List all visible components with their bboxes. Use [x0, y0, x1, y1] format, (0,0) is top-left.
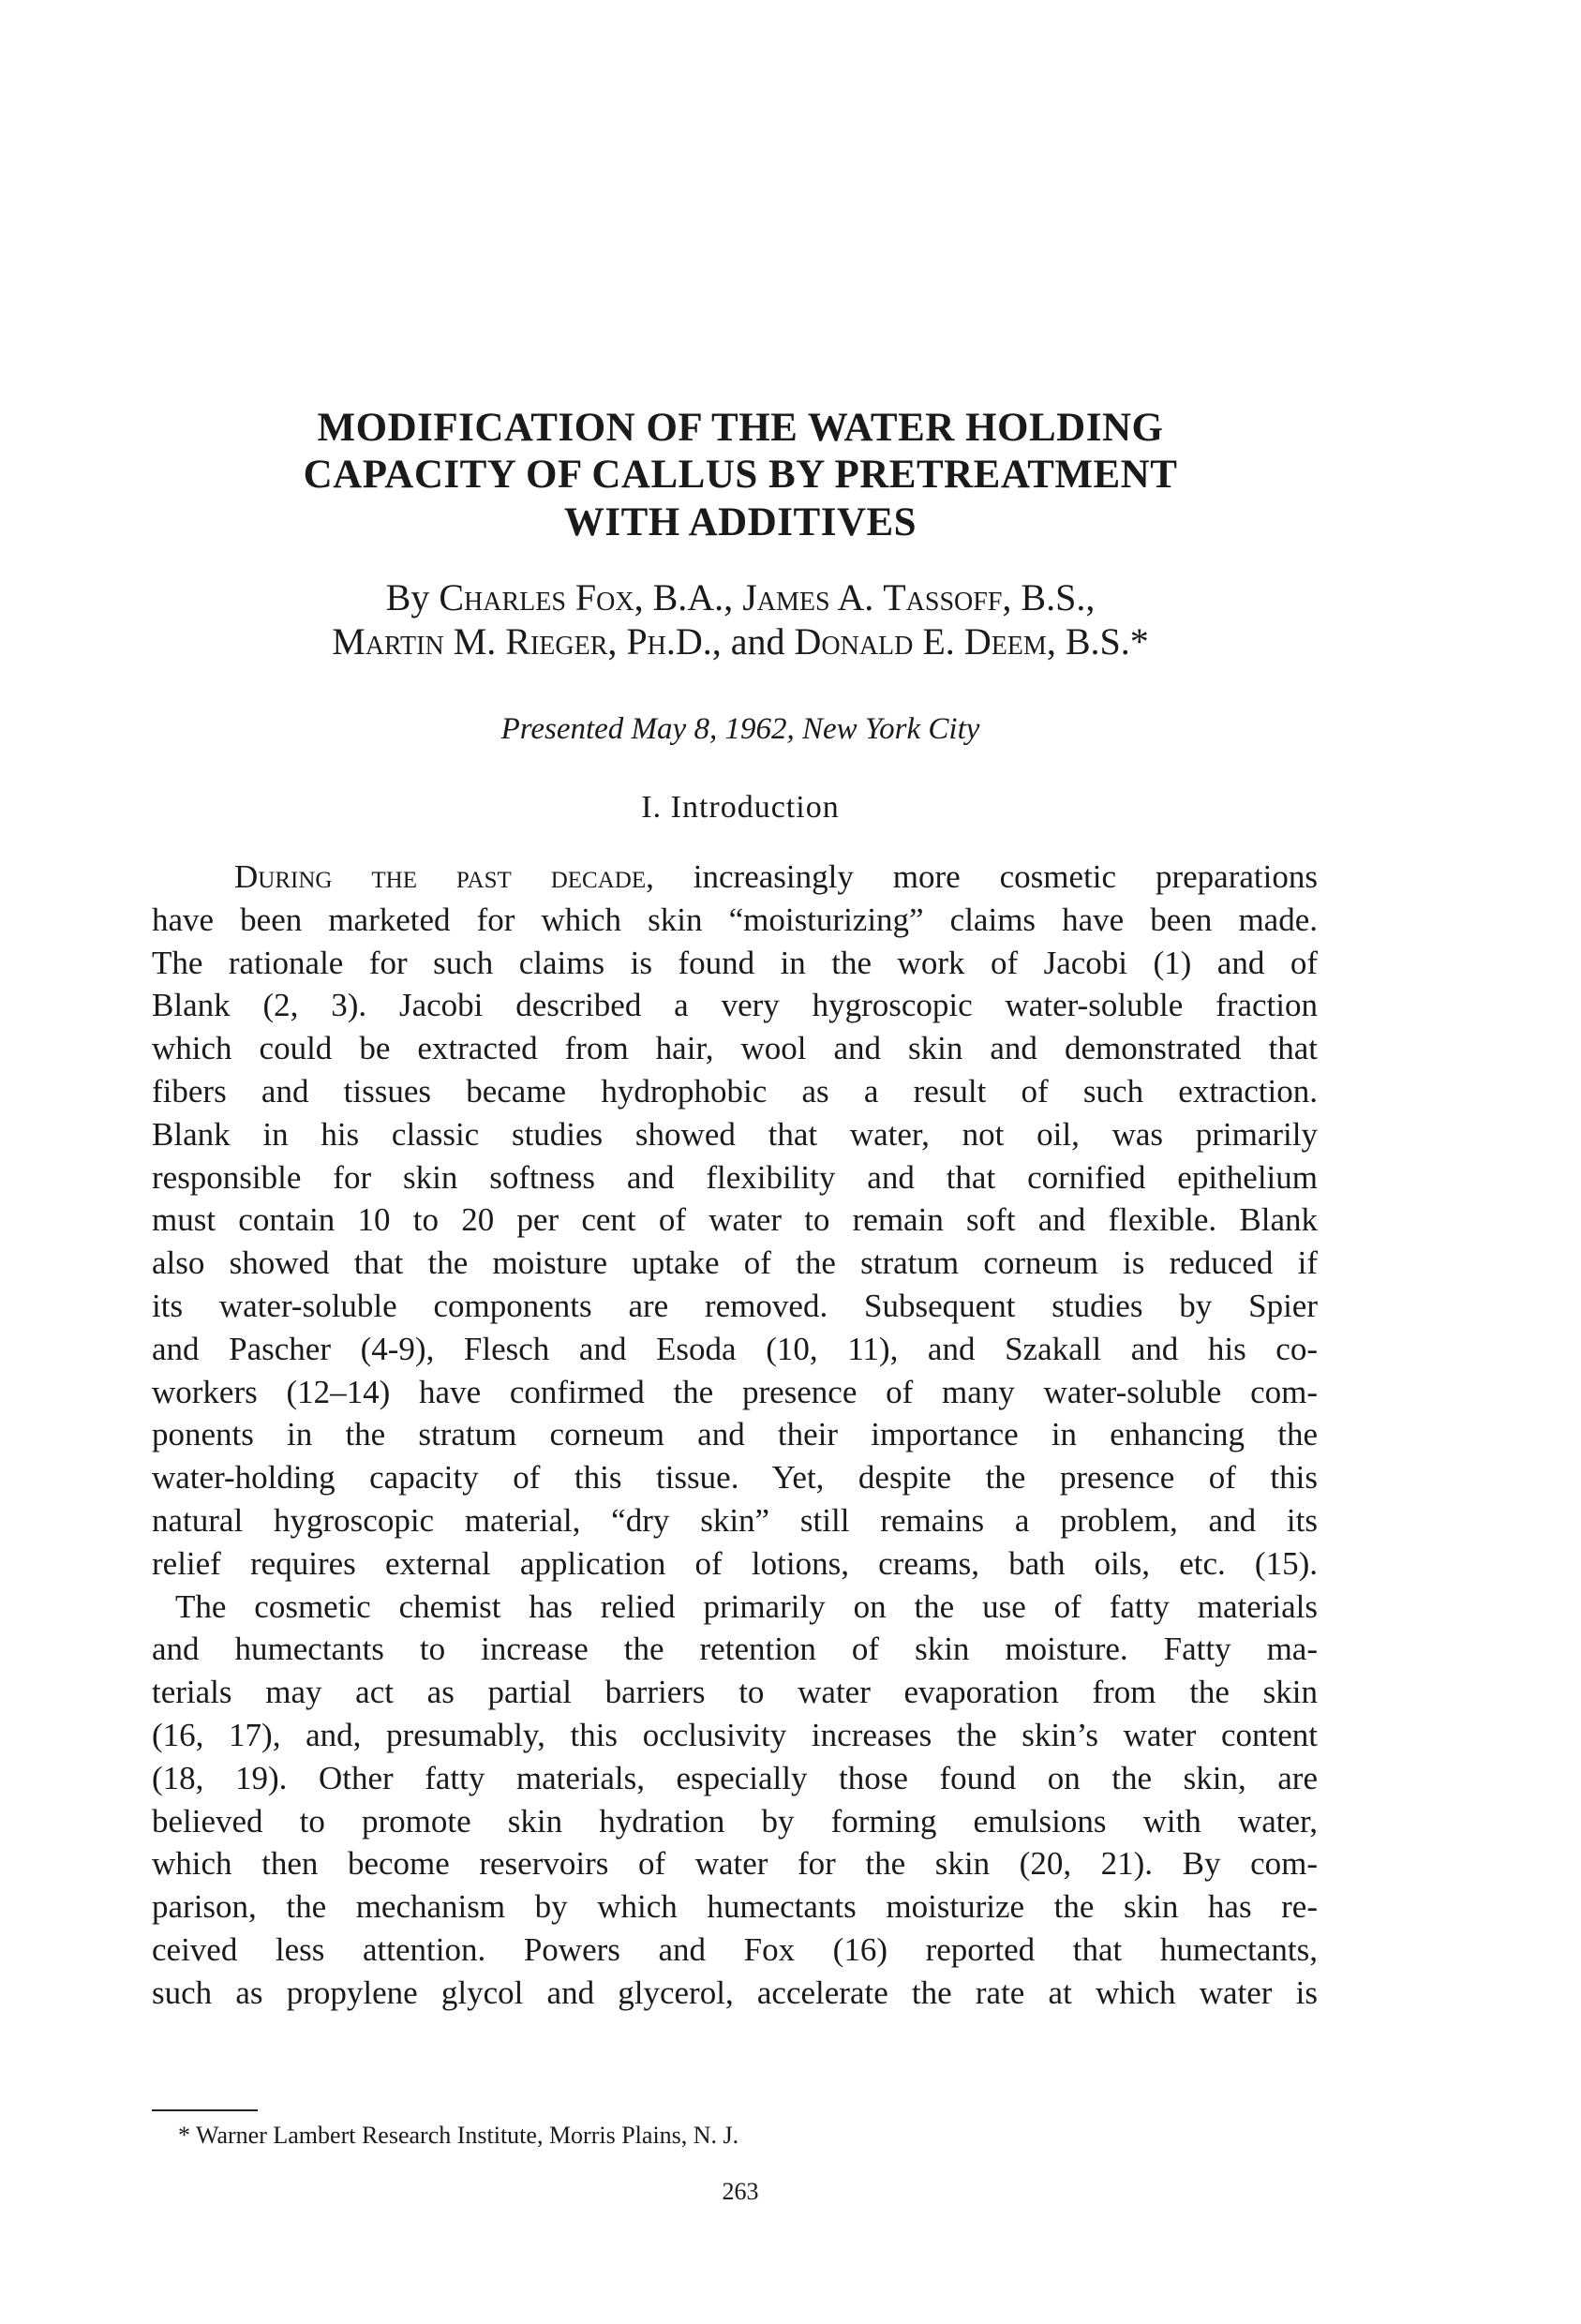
body-line: (16, 17), and, presumably, this occlusivity increases the skin’s water content — [152, 1716, 1318, 1753]
body-line: water-holding capacity of this tissue. Yet, despite the presence of this — [152, 1459, 1318, 1497]
lead-in-small-caps: During the past decade, — [234, 858, 654, 895]
body-line: The cosmetic chemist has relied primarily on the use of fatty materials — [175, 1587, 1318, 1625]
author-text: , B.S.* — [1046, 620, 1149, 663]
authors-line-2 — [0, 619, 1481, 663]
authors-line-1 — [0, 575, 1481, 619]
author-name: Donald — [794, 620, 914, 663]
body-line: its water-soluble components are removed. Subsequent studies by Spier — [152, 1287, 1318, 1324]
author-name: Martin — [332, 620, 444, 663]
body-line — [152, 856, 1318, 899]
body-line: parison, the mechanism by which humectants moisturize the skin has re- — [152, 1888, 1318, 1926]
author-name: Ph.D. — [626, 620, 712, 663]
body-line: ceived less attention. Powers and Fox (16) reported that humectants, — [152, 1930, 1318, 1968]
section-heading: I. Introduction — [641, 790, 840, 825]
body-text — [152, 856, 1318, 2015]
author-text: E. — [913, 620, 964, 663]
body-line: and Pascher (4-9), Flesch and Esoda (10, 11), and Szakall and his co- — [152, 1330, 1318, 1367]
body-line: ponents in the stratum corneum and their importance in enhancing the — [152, 1416, 1318, 1453]
title-line-3: WITH ADDITIVES — [563, 500, 917, 544]
body-line: natural hygroscopic material, “dry skin” still remains a problem, and its — [152, 1501, 1318, 1539]
author-name: Deem — [963, 620, 1047, 663]
author-text: A. — [829, 576, 884, 618]
body-line-text: increasingly more cosmetic preparations — [653, 858, 1318, 895]
footnote: * Warner Lambert Research Institute, Morris Plains, N. J. — [178, 2122, 739, 2149]
author-text: , B.S., — [1002, 576, 1096, 618]
author-name: Tassoff — [883, 576, 1003, 618]
body-line: fibers and tissues became hydrophobic as a result of such extraction. — [152, 1072, 1318, 1110]
presentation-note: Presented May 8, 1962, New York City — [500, 712, 980, 746]
body-line: have been marketed for which skin “moisturizing” claims have been made. — [152, 901, 1318, 938]
body-line: Blank in his classic studies showed that water, not oil, was primarily — [152, 1115, 1318, 1153]
footnote-rule — [152, 2109, 258, 2111]
body-line: (18, 19). Other fatty materials, especially those found on the skin, are — [152, 1759, 1318, 1796]
body-line: also showed that the moisture uptake of the stratum corneum is reduced if — [152, 1244, 1318, 1282]
author-text: M. — [443, 620, 506, 663]
author-text: , B.A., — [634, 576, 743, 618]
body-line: must contain 10 to 20 per cent of water to remain soft and flexible. Blank — [152, 1201, 1318, 1239]
author-text: , and — [711, 620, 795, 663]
author-name: James — [742, 576, 830, 618]
author-text: By — [385, 576, 440, 618]
author-name: Rieger — [505, 620, 608, 663]
body-line: such as propylene glycol and glycerol, accelerate the rate at which water is — [152, 1974, 1318, 2011]
body-line: Blank (2, 3). Jacobi described a very hygroscopic water-soluble fraction — [152, 987, 1318, 1024]
body-line: relief requires external application of lotions, creams, bath oils, etc. (15). — [152, 1544, 1318, 1582]
title-line-2: CAPACITY OF CALLUS BY PRETREATMENT — [303, 453, 1178, 497]
body-line: which then become reservoirs of water for the skin (20, 21). By com- — [152, 1845, 1318, 1883]
body-line: which could be extracted from hair, wool and skin and demonstrated that — [152, 1030, 1318, 1067]
body-line: believed to promote skin hydration by forming emulsions with water, — [152, 1802, 1318, 1840]
title-line-1: MODIFICATION OF THE WATER HOLDING — [317, 406, 1164, 450]
body-line: The rationale for such claims is found in the work of Jacobi (1) and of — [152, 944, 1318, 981]
body-line: workers (12–14) have confirmed the presence of many water-soluble com- — [152, 1373, 1318, 1410]
body-line: responsible for skin softness and flexibility and that cornified epithelium — [152, 1158, 1318, 1196]
page-number: 263 — [722, 2178, 759, 2205]
body-line: terials may act as partial barriers to water evaporation from the skin — [152, 1674, 1318, 1711]
author-text: , — [607, 620, 627, 663]
body-line: and humectants to increase the retention of skin moisture. Fatty ma- — [152, 1631, 1318, 1668]
author-name: Charles Fox — [439, 576, 634, 618]
